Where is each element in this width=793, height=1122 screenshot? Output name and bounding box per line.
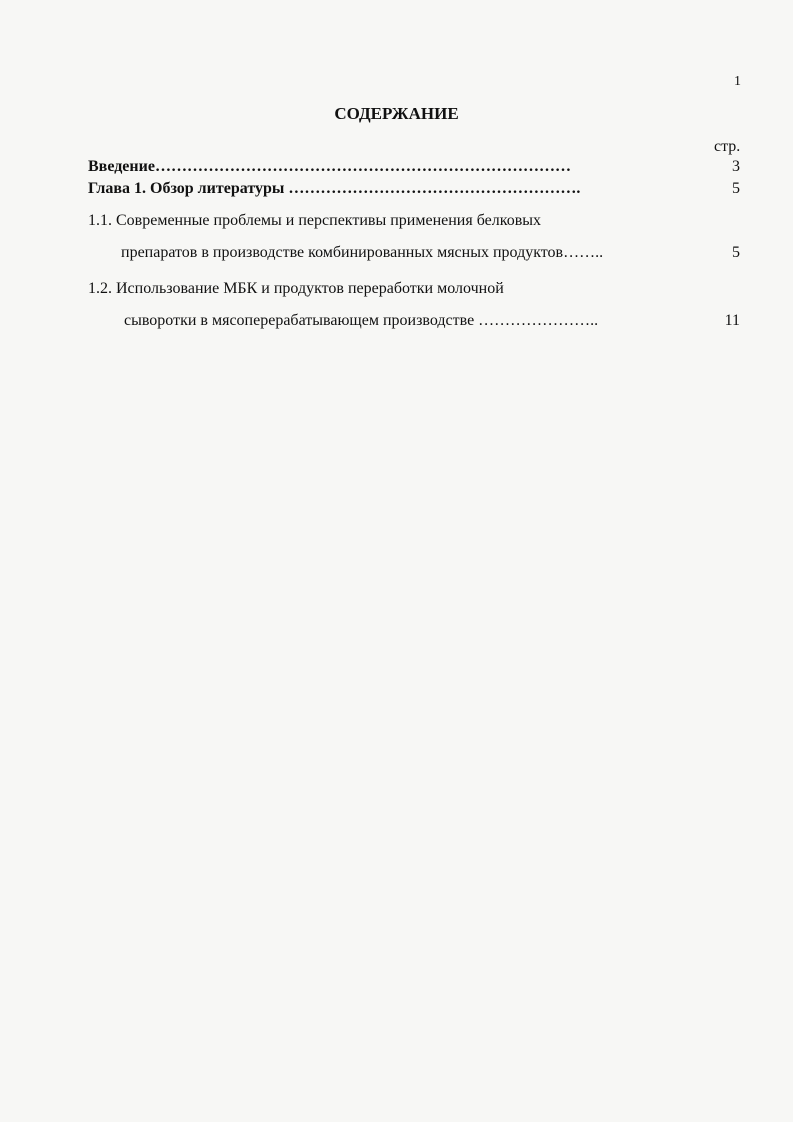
page-column-label: стр.	[714, 138, 741, 155]
toc-entry-line: 1.1. Современные проблемы и перспективы применения белковых	[88, 212, 541, 229]
page-number: 1	[734, 74, 741, 89]
toc-entry-line: Глава 1. Обзор литературы ……………………………………………….	[88, 180, 581, 197]
toc-page-number: 3	[732, 158, 740, 175]
toc-entry-line: 1.2. Использование МБК и продуктов переработки молочной	[88, 280, 504, 297]
toc-entry-line: препаратов в производстве комбинированных мясных продуктов……..	[121, 244, 604, 261]
toc-entry-line: сыворотки в мясоперерабатывающем производстве …………………..	[124, 312, 599, 329]
page-title: СОДЕРЖАНИЕ	[334, 104, 459, 123]
toc-page-number: 5	[732, 180, 740, 197]
toc-page-number: 5	[732, 244, 740, 261]
toc-page-number: 11	[724, 312, 740, 329]
toc-entry-line: Введение……………………………………………………………………	[88, 158, 571, 175]
